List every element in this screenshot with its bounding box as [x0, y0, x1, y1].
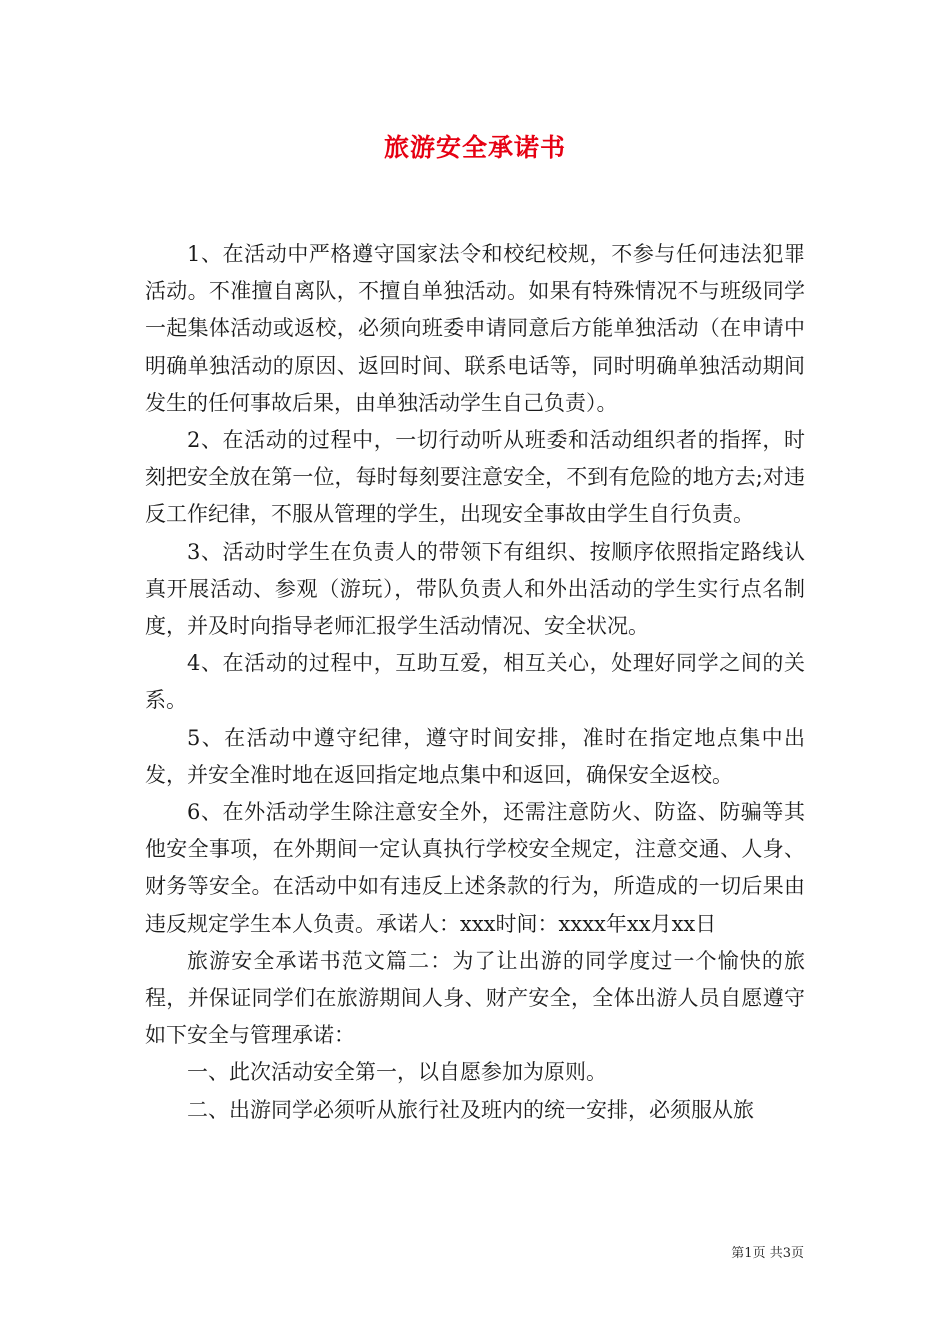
- footer-total-pages: 3: [782, 1246, 791, 1261]
- footer-middle: 页 共: [752, 1246, 783, 1261]
- paragraph-5: 5、在活动中遵守纪律，遵守时间安排，准时在指定地点集中出发，并安全准时地在返回指定地点集中和返回，确保安全返校。: [145, 725, 805, 787]
- footer-prefix: 第: [731, 1246, 745, 1261]
- document-body: [145, 236, 805, 1129]
- paragraph-7: 旅游安全承诺书范文篇二：为了让出游的同学度过一个愉快的旅程，并保证同学们在旅游期间人身、财产安全，全体出游人员自愿遵守如下安全与管理承诺：: [145, 948, 805, 1048]
- footer-current-page: 1: [744, 1246, 753, 1261]
- paragraph-3: 3、活动时学生在负责人的带领下有组织、按顺序依照指定路线认真开展活动、参观（游玩），带队负责人和外出活动的学生实行点名制度，并及时向指导老师汇报学生活动情况、安全状况。: [145, 539, 805, 639]
- paragraph-6: 6、在外活动学生除注意安全外，还需注意防火、防盗、防骗等其他安全事项，在外期间一定认真执行学校安全规定，注意交通、人身、财务等安全。在活动中如有违反上述条款的行为，所造成的一切后果由违反规定学生本人负责。承诺人：xxx时间：xxxx年xx月xx日: [145, 800, 805, 936]
- paragraph-4: 4、在活动的过程中，互助互爱，相互关心，处理好同学之间的关系。: [145, 651, 805, 713]
- page-number-footer: [731, 1245, 804, 1263]
- paragraph-9: 二、出游同学必须听从旅行社及班内的统一安排，必须服从旅: [187, 1097, 754, 1122]
- document-title: 旅游安全承诺书: [383, 133, 566, 162]
- paragraph-8: 一、此次活动安全第一，以自愿参加为原则。: [187, 1060, 607, 1085]
- paragraph-2: 2、在活动的过程中，一切行动听从班委和活动组织者的指挥，时刻把安全放在第一位，每时每刻要注意安全，不到有危险的地方去;对违反工作纪律，不服从管理的学生，出现安全事故由学生自行负责。: [145, 428, 805, 527]
- paragraph-1: 1、在活动中严格遵守国家法令和校纪校规，不参与任何违法犯罪活动。不准擅自离队，不擅自单独活动。如果有特殊情况不与班级同学一起集体活动或返校，必须向班委申请同意后方能单独活动（在申请中明确单独活动的原因、返回时间、联系电话等，同时明确单独活动期间发生的任何事故后果，由单独活动学生自己负责）。: [145, 242, 805, 415]
- footer-suffix: 页: [790, 1246, 804, 1261]
